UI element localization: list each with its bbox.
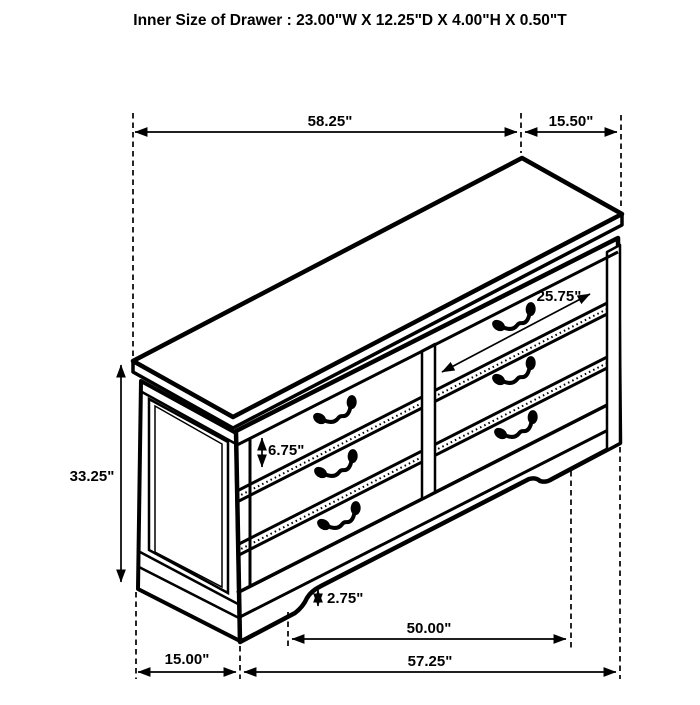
dim-label-drawer-diagonal: 25.75" bbox=[536, 288, 582, 305]
dim-floor-depth bbox=[138, 651, 236, 672]
dim-label-base-height: 2.75" bbox=[327, 590, 364, 607]
dim-overall-height bbox=[70, 365, 121, 582]
dim-leg-span bbox=[292, 620, 566, 639]
side-panel bbox=[137, 381, 240, 641]
dim-label-top-width: 58.25" bbox=[307, 113, 353, 130]
dim-label-floor-depth: 15.00" bbox=[164, 651, 210, 668]
dim-top-depth bbox=[525, 113, 617, 132]
dim-label-top-depth: 15.50" bbox=[548, 113, 594, 130]
center-stile bbox=[422, 344, 435, 499]
dim-base-height bbox=[318, 590, 363, 607]
dim-label-drawer-face-height: 6.75" bbox=[268, 442, 305, 459]
right-corner-post bbox=[607, 245, 620, 450]
dim-label-overall-height: 33.25" bbox=[69, 468, 115, 485]
diagram-title: Inner Size of Drawer : 23.00"W X 12.25"D X 4.00"H X 0.50"T bbox=[133, 12, 567, 29]
dim-label-floor-width: 57.25" bbox=[407, 653, 453, 670]
dim-label-leg-span: 50.00" bbox=[406, 620, 452, 637]
dresser-drawing bbox=[133, 158, 622, 642]
dim-floor-width bbox=[244, 653, 616, 672]
dim-top-width bbox=[135, 113, 517, 132]
